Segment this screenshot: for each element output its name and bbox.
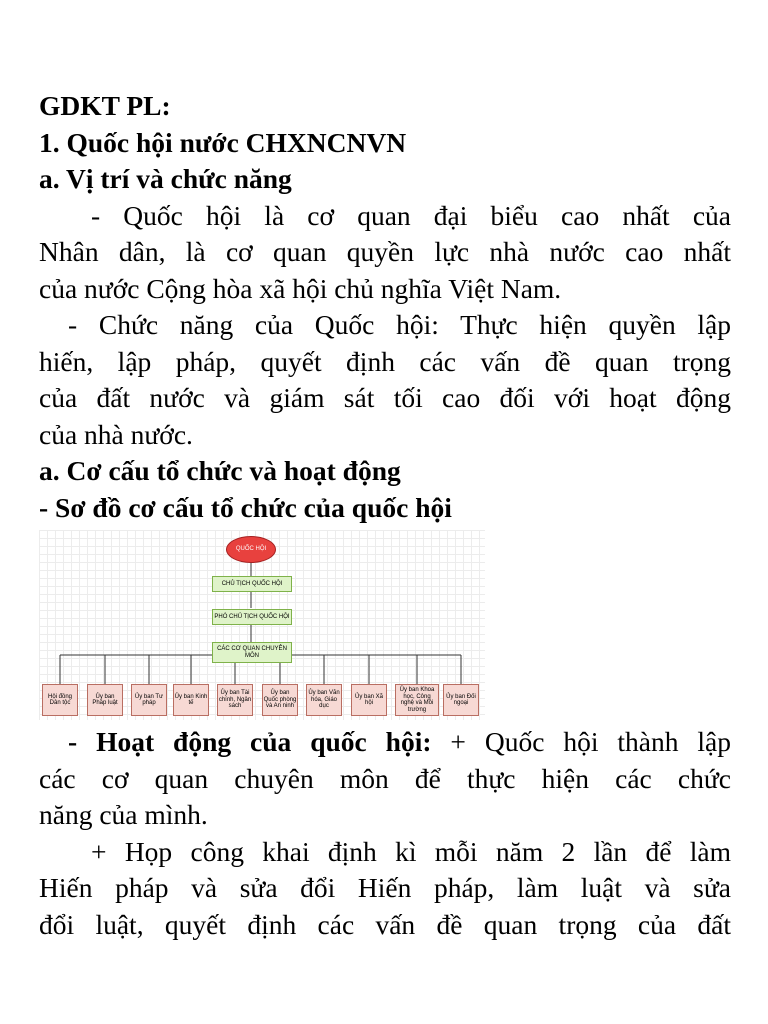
paragraph-line: - Quốc hội là cơ quan đại biểu cao nhất của <box>91 199 731 231</box>
node-co-quan-chuyen-mon: CÁC CƠ QUAN CHUYÊN MÔN <box>212 642 292 663</box>
paragraph-line: - Chức năng của Quốc hội: Thực hiện quyền lập <box>68 309 731 340</box>
subheading-structure: a. Cơ cấu tổ chức và hoạt động <box>39 455 401 486</box>
node-chu-tich: CHỦ TỊCH QUỐC HỘI <box>212 576 292 592</box>
diagram-caption: - Sơ đồ cơ cấu tổ chức của quốc hội <box>39 491 452 523</box>
leaf-node: Ủy ban Văn hóa, Giáo dục <box>306 684 342 716</box>
paragraph-line: hiến, lập pháp, quyết định các vấn đề quan trọng <box>39 345 731 377</box>
paragraph-line: năng của mình. <box>39 799 208 830</box>
leaf-node: Hội đồng Dân tộc <box>42 684 78 716</box>
document-page <box>39 88 731 943</box>
node-quoc-hoi: QUỐC HỘI <box>226 536 276 563</box>
activities-label: - Hoạt động của quốc hội: <box>68 726 432 757</box>
section-heading-1: 1. Quốc hội nước CHXNCNVN <box>39 126 407 158</box>
paragraph-line: + Họp công khai định kì mỗi năm 2 lần để làm <box>91 835 731 867</box>
paragraph-line: của đất nước và giám sát tối cao đối với hoạt động <box>39 382 731 413</box>
paragraph-line: các cơ quan chuyên môn để thực hiện các chức <box>39 762 731 794</box>
subheading-position-function: a. Vị trí và chức năng <box>39 163 292 194</box>
paragraph-line: Nhân dân, là cơ quan quyền lực nhà nước cao nhất <box>39 236 731 267</box>
leaf-node: Ủy ban Pháp luật <box>87 684 123 716</box>
leaf-node: Ủy ban Khoa học, Công nghệ và Môi trường <box>395 684 439 716</box>
paragraph-line: đổi luật, quyết định các vấn đề quan trọng của đất <box>39 908 731 940</box>
doc-title: GDKT PL: <box>39 90 171 121</box>
leaf-node: Ủy ban Tư pháp <box>131 684 167 716</box>
leaf-node: Ủy ban Kinh tế <box>173 684 209 716</box>
leaf-node: Ủy ban Quốc phòng và An ninh <box>262 684 298 716</box>
leaf-node: Ủy ban Xã hội <box>351 684 387 716</box>
leaf-node: Ủy ban Đối ngoại <box>443 684 479 716</box>
paragraph-line: của nước Cộng hòa xã hội chủ nghĩa Việt Nam. <box>39 272 562 304</box>
activities-text: + Quốc hội thành lập <box>431 726 731 757</box>
node-pho-chu-tich: PHÓ CHỦ TỊCH QUỐC HỘI <box>212 609 292 625</box>
org-chart-diagram <box>39 530 485 720</box>
paragraph-line: Hiến pháp và sửa đổi Hiến pháp, làm luật và sửa <box>39 872 731 903</box>
paragraph-line <box>39 724 731 761</box>
leaf-node: Ủy ban Tài chính, Ngân sách <box>217 684 253 716</box>
paragraph-line: của nhà nước. <box>39 418 193 450</box>
